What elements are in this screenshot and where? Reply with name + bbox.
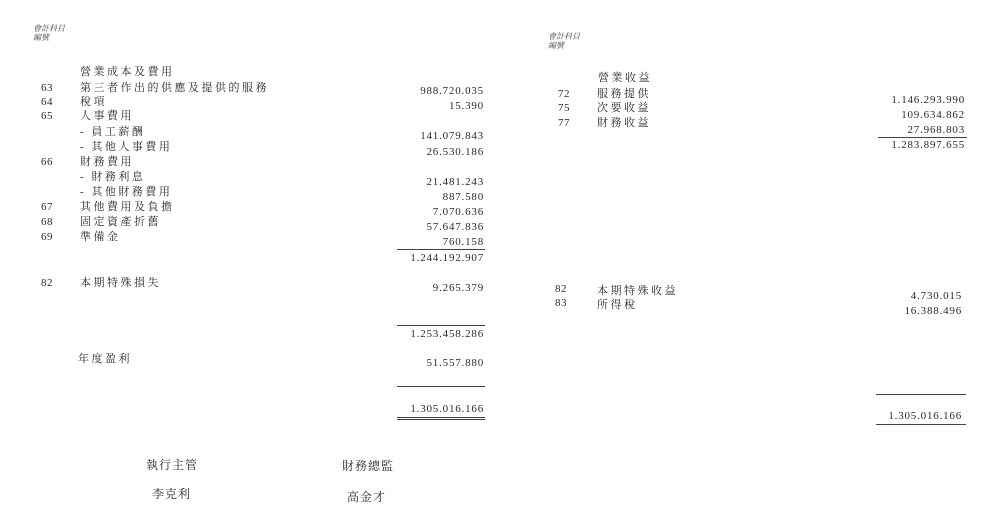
signature-name: 高金才 — [347, 490, 387, 504]
account-label: 所得稅 — [597, 299, 638, 311]
account-code: 67 — [41, 201, 53, 213]
account-label: - 其他人事費用 — [80, 141, 173, 153]
annual-profit-label: 年度盈利 — [78, 353, 132, 365]
signature-title: 執行主管 — [146, 458, 199, 472]
account-code: 75 — [558, 102, 570, 114]
account-label: - 員工薪酬 — [80, 126, 146, 138]
right-subtotal: 1.283.897.655 — [891, 139, 965, 151]
account-code: 82 — [555, 283, 567, 295]
right-grand-total: 1.305.016.166 — [888, 410, 962, 422]
double-rule-bottom — [397, 419, 485, 420]
left-grand-total: 1.305.016.166 — [410, 403, 484, 415]
left-account-code-header: 會計科目 編號 — [33, 24, 65, 42]
amount: 141.079.843 — [420, 130, 484, 142]
amount: 109.634.862 — [901, 109, 965, 121]
account-label: 本期特殊收益 — [597, 285, 678, 297]
left-subtotal: 1.244.192.907 — [410, 252, 484, 264]
account-code: 72 — [558, 88, 570, 100]
total-costs-rule — [397, 325, 485, 326]
account-label: 其他費用及負擔 — [80, 201, 175, 213]
account-code: 66 — [41, 156, 53, 168]
account-code: 63 — [41, 82, 53, 94]
account-code: 82 — [41, 277, 53, 289]
account-label: 服務提供 — [597, 88, 651, 100]
account-code: 68 — [41, 216, 53, 228]
revenue-section-title: 營業收益 — [598, 72, 652, 84]
account-code: 65 — [41, 110, 53, 122]
subtotal-rule — [397, 249, 485, 250]
account-label: 次要收益 — [597, 102, 651, 114]
account-label: 稅項 — [80, 96, 107, 108]
total-costs: 1.253.458.286 — [410, 328, 484, 340]
account-label: 固定資產折舊 — [80, 216, 161, 228]
account-code: 64 — [41, 96, 53, 108]
account-label: 第三者作出的供應及提供的服務 — [80, 82, 269, 94]
amount: 7.070.636 — [432, 206, 484, 218]
account-label: 本期特殊損失 — [80, 277, 161, 289]
amount: 57.647.836 — [426, 221, 484, 233]
costs-section-title: 營業成本及費用 — [80, 66, 175, 78]
amount: 26.530.186 — [426, 146, 484, 158]
right-subtotal-rule — [878, 137, 967, 138]
amount: 4.730.015 — [910, 290, 962, 302]
annual-profit-amount: 51.557.880 — [426, 357, 484, 369]
right-total-rule — [876, 394, 966, 395]
account-label: 人事費用 — [80, 110, 134, 122]
account-label: - 財務利息 — [80, 171, 146, 183]
amount: 21.481.243 — [426, 176, 484, 188]
amount: 27.968.803 — [907, 124, 965, 136]
account-code: 77 — [558, 117, 570, 129]
account-code: 69 — [41, 231, 53, 243]
signature-name: 李克利 — [152, 487, 192, 501]
signature-title: 財務總監 — [342, 459, 395, 473]
double-rule-top — [397, 417, 485, 418]
amount: 988.720.035 — [420, 85, 484, 97]
right-account-code-header: 會計科目 編號 — [548, 32, 580, 50]
right-double-rule — [876, 424, 966, 425]
account-label: 財務費用 — [80, 156, 134, 168]
amount: 15.390 — [448, 100, 484, 112]
account-label: - 其他財務費用 — [80, 186, 173, 198]
amount: 1.146.293.990 — [891, 94, 965, 106]
account-label: 財務收益 — [597, 117, 651, 129]
amount: 16.388.496 — [904, 305, 962, 317]
account-label: 準備金 — [80, 231, 121, 243]
amount: 760.158 — [442, 236, 484, 248]
profit-rule — [397, 386, 485, 387]
amount: 887.580 — [442, 191, 484, 203]
amount: 9.265.379 — [432, 282, 484, 294]
account-code: 83 — [555, 297, 567, 309]
